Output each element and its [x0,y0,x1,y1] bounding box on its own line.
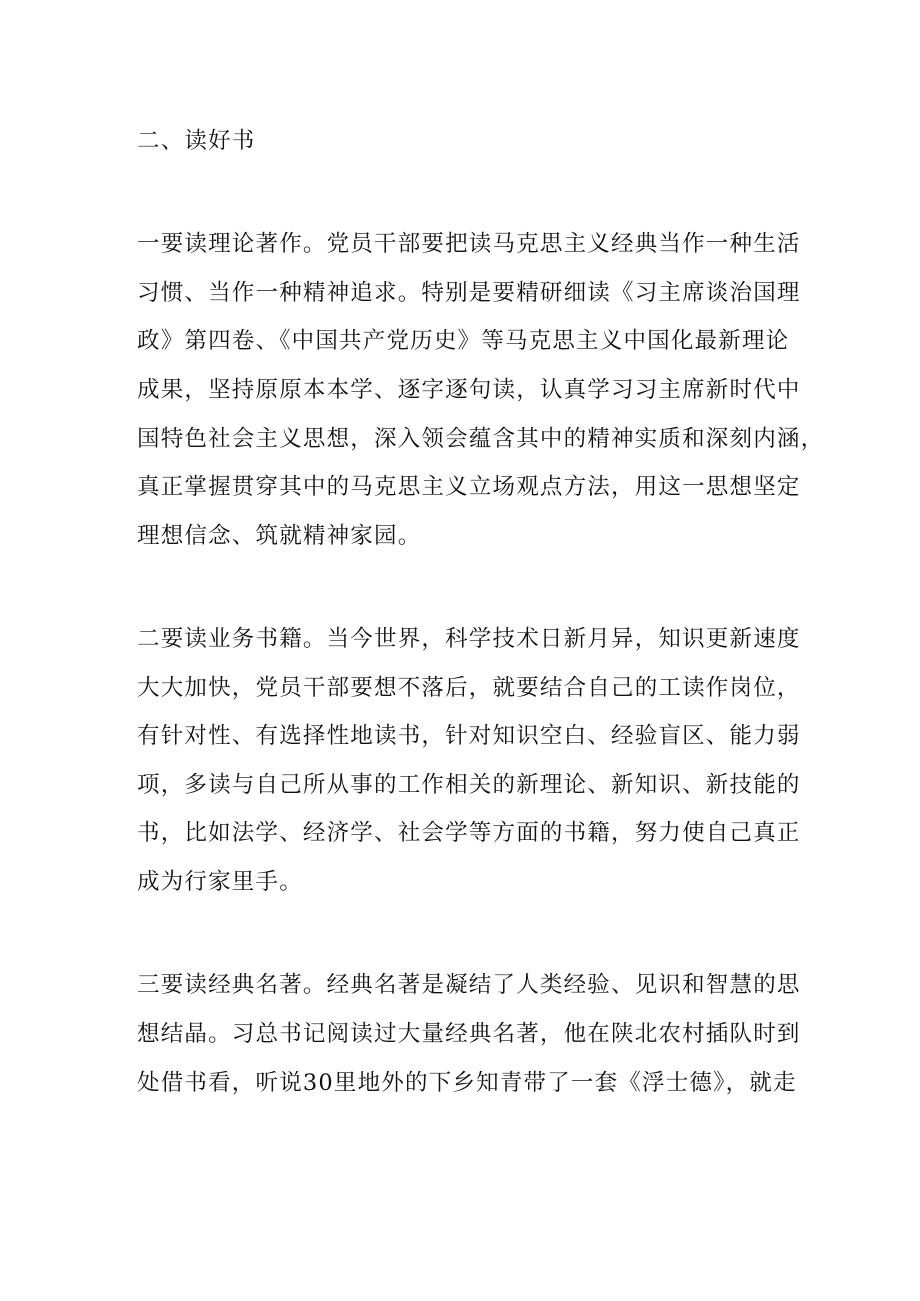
paragraph-1-line-1: 一要读理论著作。党员干部要把读马克思主义经典当作一种生活 [137,231,801,257]
paragraph-2-line-5: 书，比如法学、经济学、社会学等方面的书籍，努力使自己真正 [137,820,801,846]
paragraph-3-line-2: 想结晶。习总书记阅读过大量经典名著，他在陕北农村插队时到 [137,1021,801,1047]
paragraph-1-line-4: 成果，坚持原原本本学、逐字逐句读，认真学习习主席新时代中 [137,377,801,403]
paragraph-2-line-4: 项，多读与自己所从事的工作相关的新理论、新知识、新技能的 [137,772,801,798]
paragraph-1-line-2: 习惯、当作一种精神追求。特别是要精研细读《习主席谈治国理 [137,280,801,306]
paragraph-2-line-3: 有针对性、有选择性地读书，针对知识空白、经验盲区、能力弱 [137,723,801,749]
paragraph-2-line-2: 大大加快，党员干部要想不落后，就要结合自己的工读作岗位， [137,675,801,701]
paragraph-1-line-6: 真正掌握贯穿其中的马克思主义立场观点方法，用这一思想坚定 [137,474,801,500]
paragraph-1-line-3: 政》第四卷、《中国共产党历史》等马克思主义中国化最新理论 [137,328,790,354]
paragraph-1-line-7: 理想信念、筑就精神家园。 [137,523,422,549]
paragraph-1-line-5: 国特色社会主义思想，深入领会蕴含其中的精神实质和深刻内涵， [137,426,825,452]
paragraph-3-line-1: 三要读经典名著。经典名著是凝结了人类经验、见识和智慧的思 [137,972,801,998]
paragraph-2-line-6: 成为行家里手。 [137,869,303,895]
paragraph-2-line-1: 二要读业务书籍。当今世界，科学技术日新月异，知识更新速度 [137,626,801,652]
section-heading: 二、读好书 [137,128,256,154]
paragraph-3-line-3: 处借书看，听说30里地外的下乡知青带了一套《浮士德》，就走 [137,1070,797,1096]
